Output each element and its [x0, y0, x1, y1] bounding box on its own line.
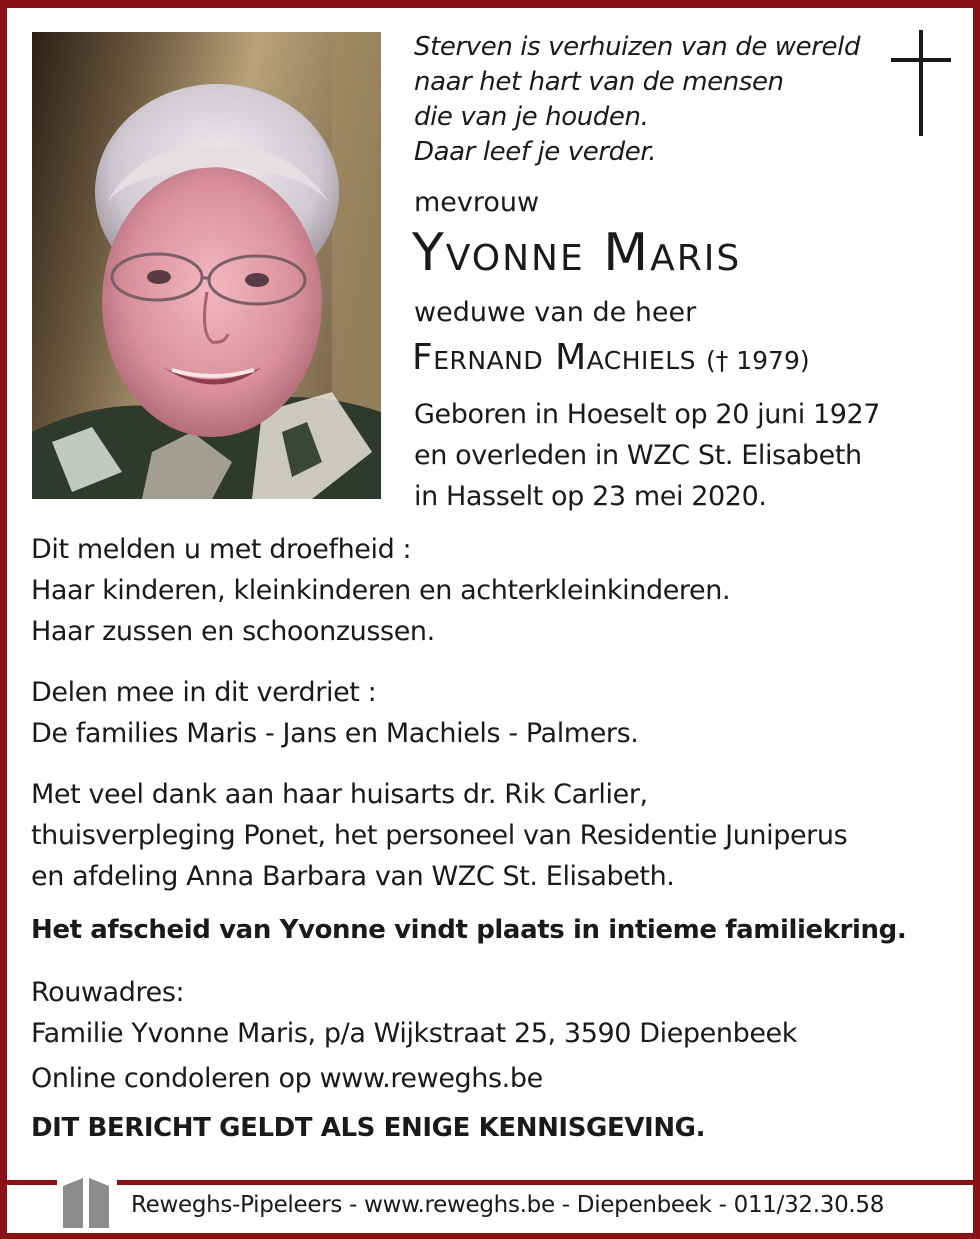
details-line: Geboren in Hoeselt op 20 juni 1927	[414, 399, 881, 430]
announcement-line: Haar kinderen, kleinkinderen en achterkleinkinderen.	[31, 575, 731, 606]
sharing-line: Delen mee in dit verdriet :	[31, 677, 377, 708]
thanks-line: thuisverpleging Ponet, het personeel van Residentie Juniperus	[31, 820, 848, 851]
verse-line: Daar leef je verder.	[414, 137, 657, 167]
address-line: Familie Yvonne Maris, p/a Wijkstraat 25, 3590 Diepenbeek	[31, 1018, 797, 1049]
sharing-line: De families Maris - Jans en Machiels - Palmers.	[31, 718, 639, 749]
husband-death-year: († 1979)	[706, 346, 810, 375]
husband-name: Fernand Machiels	[412, 337, 697, 378]
footer-divider	[7, 1180, 973, 1185]
latin-cross-icon	[891, 30, 953, 142]
farewell-notice	[31, 910, 906, 951]
deceased-name: Yvonne Maris	[412, 223, 742, 283]
thanks-block	[31, 774, 847, 897]
verse-line: Sterven is verhuizen van de wereld	[414, 32, 861, 62]
widow-of-label: weduwe van de heer	[414, 297, 697, 328]
announcement-block	[31, 529, 730, 652]
announcement-line: Dit melden u met droefheid :	[31, 534, 412, 565]
address-line: Rouwadres:	[31, 977, 185, 1008]
details-line: in Hasselt op 23 mei 2020.	[414, 481, 767, 512]
funeral-home-info: Reweghs-Pipeleers - www.reweghs.be - Diepenbeek - 011/32.30.58	[131, 1192, 885, 1218]
verse-line: die van je houden.	[414, 102, 649, 132]
online-condolence	[31, 1058, 543, 1099]
farewell-line: Het afscheid van Yvonne vindt plaats in intieme familiekring.	[31, 915, 907, 945]
honorific: mevrouw	[414, 187, 540, 218]
funeral-home-logo-icon	[57, 1172, 117, 1230]
official-notice	[31, 1108, 705, 1149]
thanks-line: en afdeling Anna Barbara van WZC St. Elisabeth.	[31, 861, 675, 892]
online-line: Online condoleren op www.reweghs.be	[31, 1063, 543, 1094]
notice-line: DIT BERICHT GELDT ALS ENIGE KENNISGEVING.	[31, 1113, 706, 1143]
announcement-line: Haar zussen en schoonzussen.	[31, 616, 435, 647]
thanks-line: Met veel dank aan haar huisarts dr. Rik Carlier,	[31, 779, 648, 810]
details-line: en overleden in WZC St. Elisabeth	[414, 440, 862, 471]
portrait-photo	[32, 32, 381, 499]
husband	[412, 335, 810, 381]
memorial-verse	[414, 30, 860, 170]
address-block	[31, 972, 797, 1054]
verse-line: naar het hart van de mensen	[414, 67, 784, 97]
birth-death-details	[414, 394, 880, 517]
sharing-block	[31, 672, 638, 754]
